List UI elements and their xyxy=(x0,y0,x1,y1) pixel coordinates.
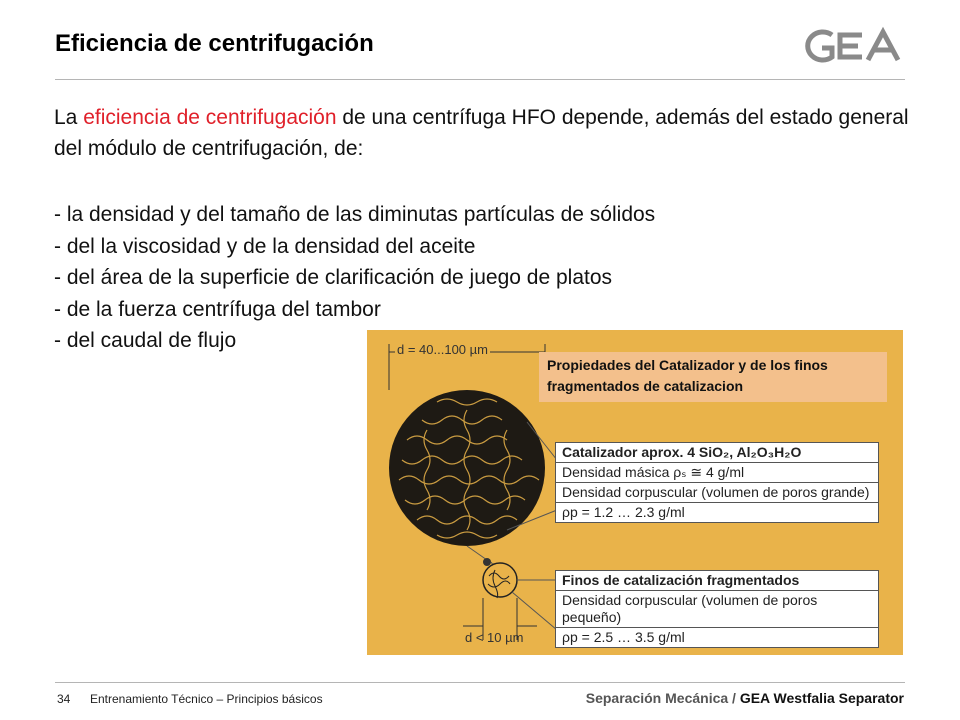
page-title: Eficiencia de centrifugación xyxy=(55,30,374,57)
table-row: Densidad másica ρₛ ≅ 4 g/ml xyxy=(556,462,878,482)
large-diameter-label: d = 40...100 µm xyxy=(397,342,488,357)
intro-suffix: de una centrífuga HFO depende, además del estado general del módulo de centrifugación, de: xyxy=(54,106,909,160)
gea-logo xyxy=(800,26,905,66)
company-footer xyxy=(586,690,904,706)
catalyst-table xyxy=(555,442,879,523)
table-row: ρp = 1.2 … 2.3 g/ml xyxy=(556,502,878,522)
list-item: - de la fuerza centrífuga del tambor xyxy=(54,297,381,321)
brand-label: GEA Westfalia Separator xyxy=(739,690,904,706)
footer-divider xyxy=(55,682,905,683)
fines-table-header: Finos de catalización fragmentados xyxy=(562,572,800,588)
small-diameter-label: d < 10 µm xyxy=(465,630,524,645)
title-divider xyxy=(55,79,905,80)
list-item: - del la viscosidad y de la densidad del aceite xyxy=(54,234,476,258)
page-number: 34 xyxy=(57,692,71,706)
table-row: ρp = 2.5 … 3.5 g/ml xyxy=(556,627,878,647)
division-label: Separación Mecánica / xyxy=(585,690,740,706)
intro-highlight: eficiencia de centrifugación xyxy=(83,106,337,129)
table-row: Densidad corpuscular (volumen de poros pequeño) xyxy=(556,590,878,627)
figure-caption: Propiedades del Catalizador y de los finos fragmentados de catalizacion xyxy=(539,352,887,402)
list-item: - la densidad y del tamaño de las diminutas partículas de sólidos xyxy=(54,203,656,226)
catalyst-table-header: Catalizador aprox. 4 SiO₂, Al₂O₃H₂O xyxy=(562,444,802,460)
catalyst-figure xyxy=(367,330,903,655)
table-row: Densidad corpuscular (volumen de poros grande) xyxy=(556,482,878,502)
intro-prefix: La xyxy=(54,106,84,129)
list-item: - del caudal de flujo xyxy=(54,329,237,352)
course-title: Entrenamiento Técnico – Principios básicos xyxy=(90,692,323,706)
fines-table xyxy=(555,570,879,648)
intro-paragraph xyxy=(54,102,924,164)
list-item: - del área de la superficie de clarificación de juego de platos xyxy=(54,266,613,289)
